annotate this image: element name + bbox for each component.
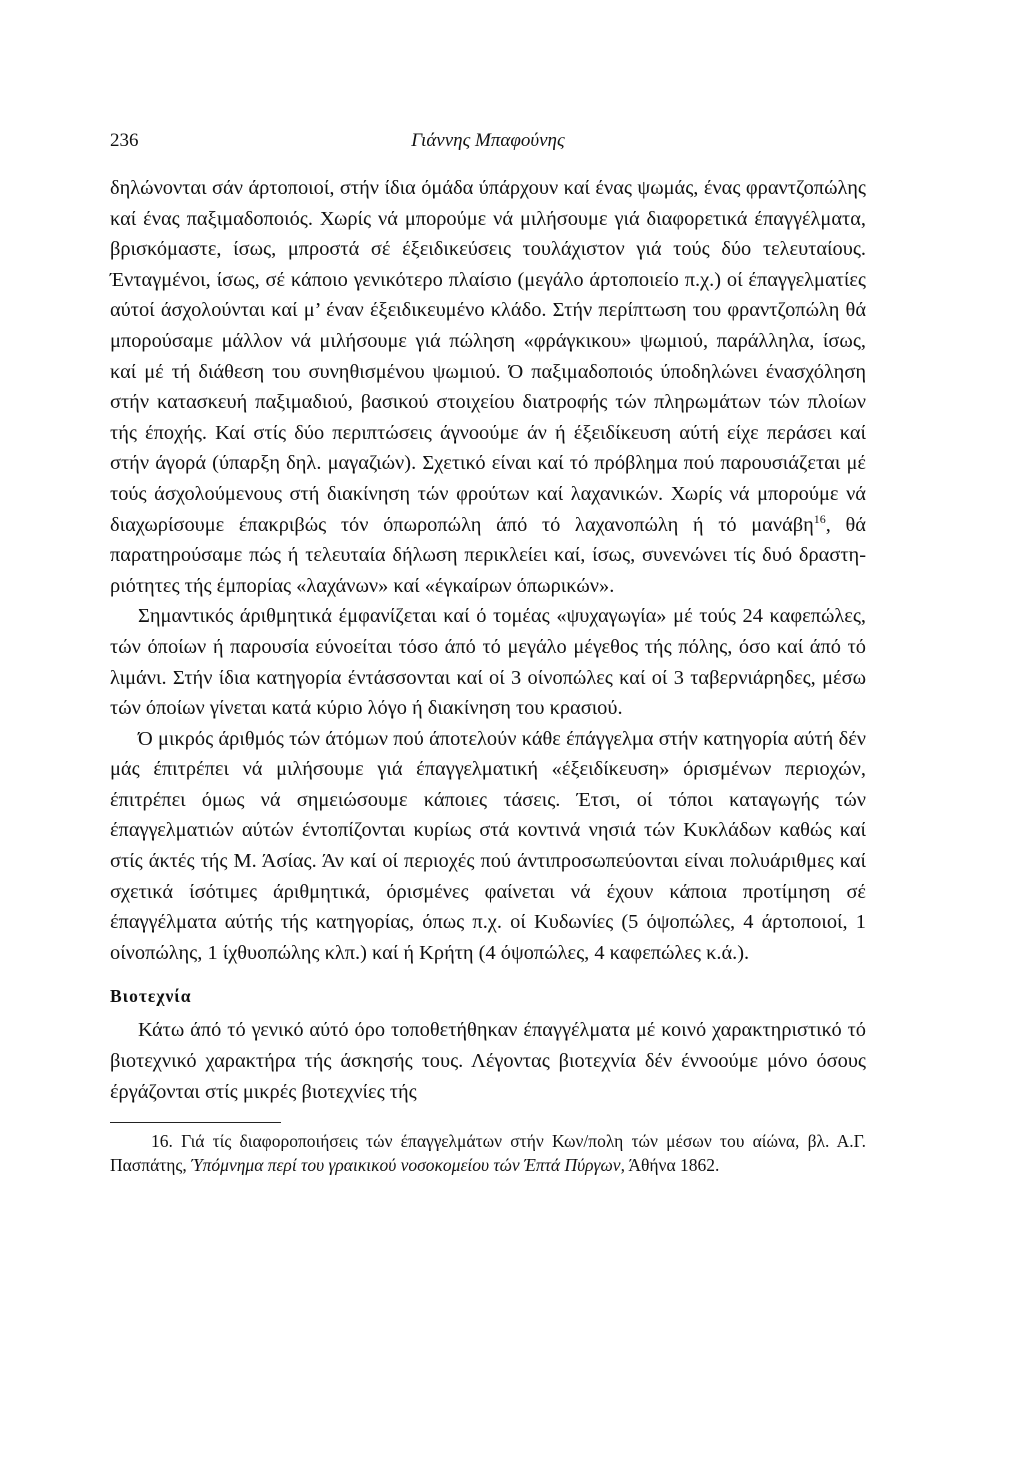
paragraph-text-continued: , θά παρατηρούσαμε πώς ή τελευταία δήλωση περικλείει καί, ίσως, συνενώνει τίς δυό δραστηριότητες τής έμπορίας «λαχάνων» καί «έγκαίρων όπωρικών».	[110, 513, 866, 597]
paragraph-text: δηλώνονται σάν άρτοποιοί, στήν ίδια όμάδα ύπάρχουν καί ένας ψωμάς, ένας φραντζοπώλης καί ένας παξιμαδοποιός. Χωρίς νά μπορούμε νά μιλήσουμε γιά διαφορετικά έπαγγέλματα, βρισκόμαστε, ίσως, μπροστά σέ έξειδικεύσεις τουλάχιστον γιά τούς δύο τελευταίους. Ένταγμένοι, ίσως, σέ κάποιο γενικότερο πλαίσιο (μεγάλο άρτοποιείο π.χ.) οί έπαγγελματίες αύτοί άσχολούνται καί μ’ έναν έξειδικευμένο κλάδο. Στήν περίπτωση του φραντζοπώλη θά μπορούσαμε μάλλον νά μιλήσουμε γιά πώληση «φράγκικου» ψωμιού, παράλληλα, ίσως, καί μέ τή διάθεση του συνηθισμένου ψωμιού. Ό παξιμαδοποιός ύποδηλώνει ένασχόληση στήν κατασκευή παξιμαδιού, βασικού στοιχείου διατροφής τών πληρωμάτων τών πλοίων τής έποχής. Καί στίς δύο περιπτώσεις άγνοούμε άν ή έξειδίκευση αύτή είχε περάσει καί στήν άγορά (ύπαρξη δηλ. μαγαζιών). Σχετικό είναι καί τό πρόβλημα πού παρουσιάζεται μέ τούς άσχολούμενους στή διακίνηση τών φρούτων καί λαχανικών. Χωρίς νά μπορούμε νά διαχωρίσουμε έπακριβώς τόν όπωροπώλη άπό τό λαχανοπώλη ή τό μανάβη	[110, 177, 866, 536]
footnote-cited-title: Ύπόμνημα περί του γραικικού νοσοκομείου τών Έπτά Πύργων,	[191, 1155, 625, 1176]
section-heading: Βιοτεχνία	[110, 986, 192, 1007]
running-title: Γιάννης Μπαφούνης	[411, 130, 565, 151]
main-text	[110, 173, 866, 968]
footnote-divider	[110, 1122, 281, 1123]
footnote-place-year: Άθήνα 1862.	[628, 1155, 720, 1176]
paragraph: Σημαντικός άριθμητικά έμφανίζεται καί ό τομέας «ψυχαγωγία» μέ τούς 24 καφεπώλες, τών όποίων ή παρουσία εύνοείται τόσο άπό τό μεγάλο μέγεθος τής πόλης, όσο καί άπό τό λιμάνι. Στήν ίδια κατηγορία έντάσσονται καί οί 3 οίνοπώλες καί οί 3 ταβερνιάρηδες, μέσω τών όποίων γίνεται κατά κύριο λόγο ή διακίνηση του κρασιού.	[110, 605, 866, 720]
footnote-reference: 16	[813, 511, 826, 526]
section-text	[110, 1015, 866, 1107]
paragraph: Κάτω άπό τό γενικό αύτό όρο τοποθετήθηκαν έπαγγέλματα μέ κοινό χαρακτηριστικό τό βιοτεχνικό χαρακτήρα τής άσκησής τους. Λέγοντας βιοτεχνία δέν έννοούμε μόνο όσους έργάζονται στίς μικρές βιοτεχνίες τής	[110, 1019, 866, 1103]
footnote-text: Γιά τίς διαφοροποιήσεις τών έπαγγελμάτων στήν Κων/πολη τών μέσων του αίώνα, βλ. Α.Γ. Πασπάτης,	[110, 1131, 867, 1176]
running-head	[110, 122, 866, 158]
footnote	[110, 1129, 866, 1177]
footnote-number: 16.	[151, 1131, 173, 1152]
page-number: 236	[110, 130, 139, 151]
paragraph: Ό μικρός άριθμός τών άτόμων πού άποτελούν κάθε έπάγγελμα στήν κατηγορία αύτή δέν μάς έπιτρέπει νά μιλήσουμε γιά έπαγγελματική «έξειδίκευση» όρισμένων περιοχών, έπιτρέπει όμως νά σημειώσουμε κάποιες τάσεις. Έτσι, οί τόποι καταγωγής τών έπαγγελματιών αύτών έντοπίζονται κυρίως στά κοντινά νησιά τών Κυκλάδων καθώς καί στίς άκτές τής Μ. Άσίας. Άν καί οί περιοχές πού άντιπροσωπεύονται είναι πολυάριθμες καί σχετικά ίσότιμες άριθμητικά, όρισμένες φαίνεται νά έχουν κάποια προτίμηση σέ έπαγγέλματα αύτής τής κατηγορίας, όπως π.χ. οί Κυδωνίες (5 όψοπώλες, 4 άρτοποιοί, 1 οίνοπώλης, 1 ίχθυοπώλης κλπ.) καί ή Κρήτη (4 όψοπώλες, 4 καφεπώλες κ.ά.).	[110, 727, 866, 964]
document-page	[110, 122, 866, 1177]
paragraph	[110, 173, 866, 601]
